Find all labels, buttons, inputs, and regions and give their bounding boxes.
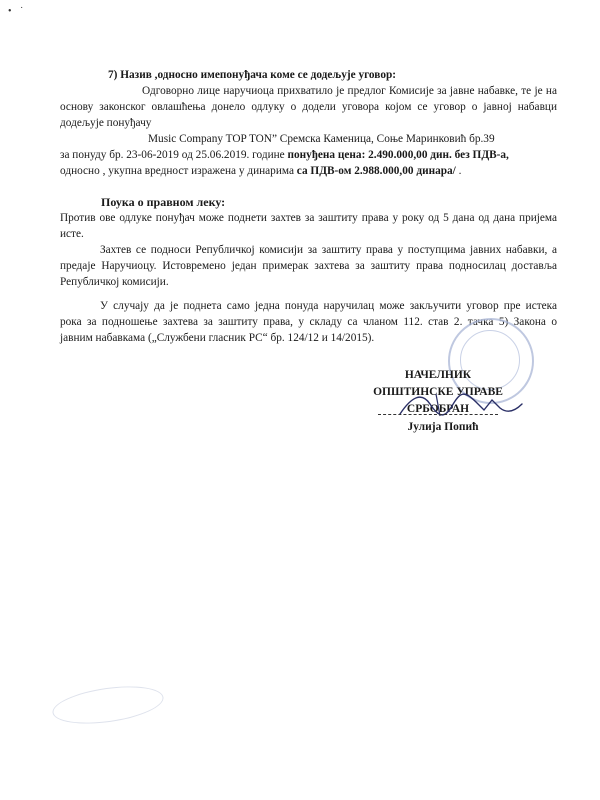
- remedy-p3-line2: рока за подношење захтева за заштиту права, у складу са чланом 112. став 2. тачка 5) Закона о: [60, 316, 557, 328]
- remedy-p3-line3: јавним набавкама („Службени гласник РС“ бр. 124/12 и 14/2015).: [60, 332, 375, 344]
- offer-total-value: са ПДВ-ом 2.988.000,00 динара/: [296, 165, 456, 177]
- remedy-heading: Поука о правном леку:: [101, 195, 226, 209]
- awarded-company: Music Company TOP TON” Сремска Каменица, Соње Маринковић бр.39: [148, 133, 495, 145]
- remedy-p2-line2: предаје Наручиоцу. Истовремено један примерак захтева за заштиту права подносилац доставља: [60, 260, 557, 272]
- section7-heading: 7) Назив ,односно имепонуђача коме се додељује уговор:: [108, 69, 397, 81]
- remedy-p1-line1: Против ове одлуке понуђач може поднети захтев за заштиту права у року од 5 дана од дана пријема: [60, 212, 557, 224]
- signatory-title-2: ОПШТИНСКЕ УПРАВЕ: [373, 386, 503, 398]
- remedy-p3-line1: У случају да је поднета само једна понуда наручилац може закључити уговор пре истека: [100, 300, 557, 312]
- scan-corner-mark: • ˙: [8, 6, 27, 17]
- offer-line-2: [60, 163, 461, 179]
- signatory-title-1: НАЧЕЛНИК: [404, 369, 472, 381]
- section7-p1-line3: додељује понуђачу: [60, 117, 152, 129]
- offer-line-1: [60, 147, 560, 163]
- remedy-p1-line2: исте.: [60, 228, 84, 240]
- offer-number-text: за понуду бр. 23-06-2019 од 25.06.2019. године: [60, 149, 285, 161]
- faint-seal-stamp: [50, 680, 166, 729]
- offer-total-label: односно , укупна вредност изражена у динарима: [60, 165, 294, 177]
- remedy-p2-line1: Захтев се подноси Републичкој комисији за заштиту права у поступцима јавних набавки, а: [100, 244, 557, 256]
- offer-price-text: понуђена цена: 2.490.000,00 дин. без ПДВ-а,: [287, 149, 509, 161]
- section7-p1-line1: Одговорно лице наручиоца прихватило је предлог Комисије за јавне набавке, те је на: [142, 85, 557, 97]
- signature-line: [378, 414, 498, 415]
- signatory-name: Јулија Попић: [407, 421, 479, 433]
- offer-total-period: .: [458, 165, 462, 177]
- remedy-p2-line3: Републичкој комисији.: [60, 276, 169, 288]
- signatory-title-3: СРБОБРАН: [406, 403, 470, 415]
- section7-p1-line2: основу законског овлашћења донело одлуку о додели уговора којом се уговор о јавној набавци: [60, 101, 557, 113]
